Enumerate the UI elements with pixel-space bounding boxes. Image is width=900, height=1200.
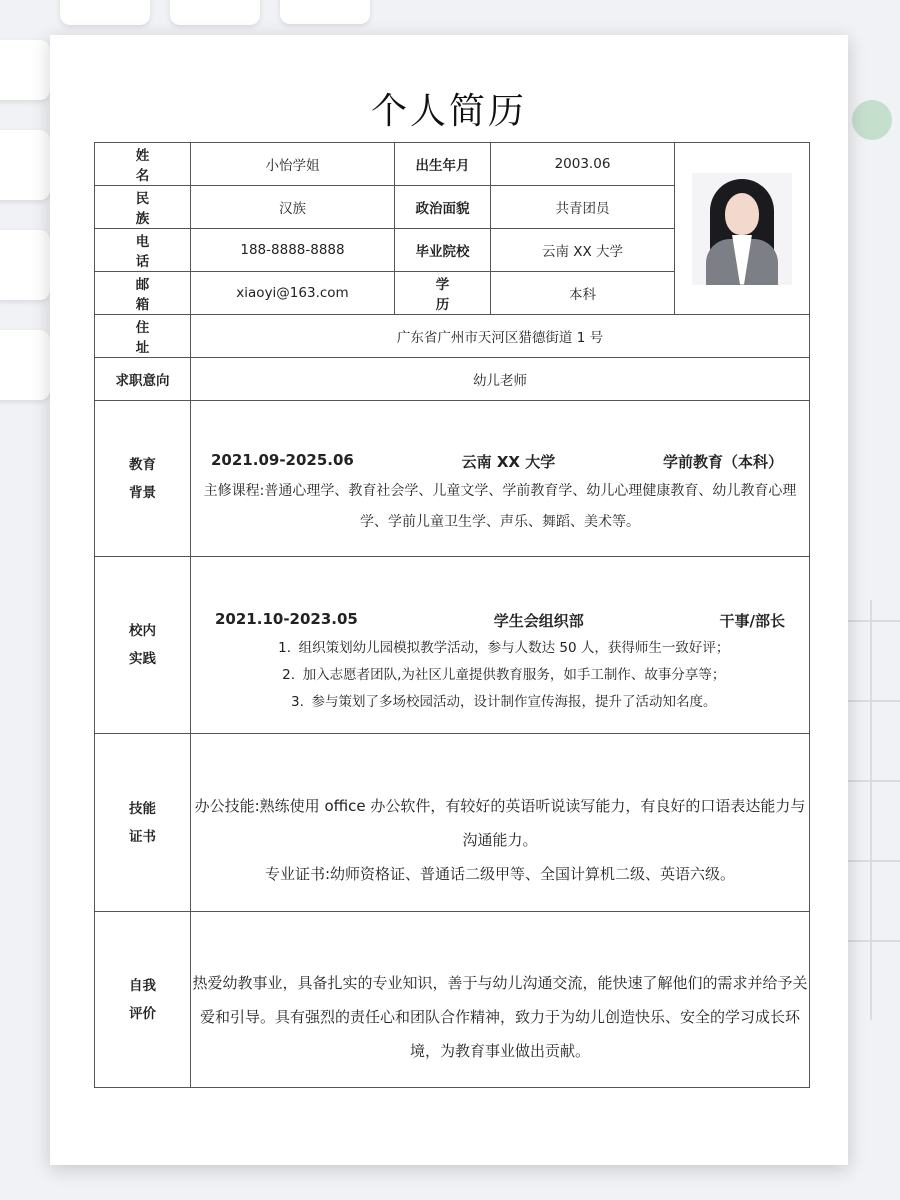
education-content: [191, 401, 810, 557]
education-courses: 主修课程:普通心理学、教育社会学、儿童文学、学前教育学、幼儿心理健康教育、幼儿教育心理学、学前儿童卫生学、声乐、舞蹈、美术等。: [203, 483, 797, 530]
practice-header: [191, 574, 809, 631]
keyboard-key: [170, 0, 260, 25]
plant-decoration: [852, 100, 892, 140]
practice-label: 校内 实践: [95, 557, 191, 734]
school-label: 毕业院校: [395, 229, 491, 272]
degree-label: 学 历: [395, 272, 491, 315]
degree-value: 本科: [491, 272, 675, 315]
political-value: 共青团员: [491, 186, 675, 229]
intent-value: 幼儿老师: [191, 358, 810, 401]
keyboard-key: [0, 40, 50, 100]
skills-certs: 专业证书:幼师资格证、普通话二级甲等、全国计算机二级、英语六级。: [264, 864, 736, 883]
photo-cell: [675, 143, 810, 315]
resume-paper: [50, 35, 848, 1165]
practice-list: [191, 635, 809, 716]
education-major: 学前教育（本科）: [662, 453, 783, 471]
phone-label: 电 话: [95, 229, 191, 272]
education-period: 2021.09-2025.06: [211, 451, 354, 469]
birth-value: 2003.06: [491, 143, 675, 186]
keyboard-key: [280, 0, 370, 24]
grid-line: [848, 940, 900, 942]
page-title: 个人简历: [370, 91, 527, 132]
birth-label: 出生年月: [395, 143, 491, 186]
grid-line: [848, 780, 900, 782]
skills-content: [191, 734, 810, 912]
address-label: 住 址: [95, 315, 191, 358]
ethnic-label: 民 族: [95, 186, 191, 229]
practice-content: [191, 557, 810, 734]
grid-line: [848, 860, 900, 862]
list-item: 3. 参与策划了多场校园活动，设计制作宣传海报，提升了活动知名度。: [291, 694, 717, 710]
education-header: [191, 419, 809, 472]
resume-table: [94, 142, 810, 1088]
keyboard-key: [0, 330, 50, 400]
practice-period: 2021.10-2023.05: [215, 610, 358, 628]
name-value: 小怡学姐: [191, 143, 395, 186]
self-eval-content: [191, 912, 810, 1088]
skills-label: 技能 证书: [95, 734, 191, 912]
skills-office: 办公技能:熟练使用 office 办公软件，有较好的英语听说读写能力，有良好的口语表达能力与沟通能力。: [194, 796, 806, 849]
self-eval-label: 自我 评价: [95, 912, 191, 1088]
school-value: 云南 XX 大学: [491, 229, 675, 272]
keyboard-key: [0, 130, 50, 200]
phone-value: 188-8888-8888: [191, 229, 395, 272]
address-value: 广东省广州市天河区猎德街道 1 号: [191, 315, 810, 358]
practice-role: 干事/部长: [719, 612, 785, 630]
education-label: 教育 背景: [95, 401, 191, 557]
education-school: 云南 XX 大学: [461, 453, 556, 471]
keyboard-key: [60, 0, 150, 25]
keyboard-key: [0, 230, 50, 300]
name-label: 姓 名: [95, 143, 191, 186]
email-label: 邮 箱: [95, 272, 191, 315]
self-eval-text: 热爱幼教事业，具备扎实的专业知识，善于与幼儿沟通交流，能快速了解他们的需求并给予关爱和引导。具有强烈的责任心和团队合作精神，致力于为幼儿创造快乐、安全的学习成长环境，为教育事业做出贡献。: [192, 973, 808, 1060]
ethnic-value: 汉族: [191, 186, 395, 229]
profile-photo: [692, 173, 792, 285]
grid-line: [848, 700, 900, 702]
grid-line: [848, 620, 900, 622]
list-item: 1. 组织策划幼儿园模拟教学活动，参与人数达 50 人，获得师生一致好评；: [278, 640, 730, 656]
grid-line: [870, 600, 872, 1020]
intent-label: 求职意向: [95, 358, 191, 401]
political-label: 政治面貌: [395, 186, 491, 229]
practice-org: 学生会组织部: [493, 612, 584, 630]
email-value: xiaoyi@163.com: [191, 272, 395, 315]
list-item: 2. 加入志愿者团队,为社区儿童提供教育服务，如手工制作、故事分享等；: [282, 667, 726, 683]
